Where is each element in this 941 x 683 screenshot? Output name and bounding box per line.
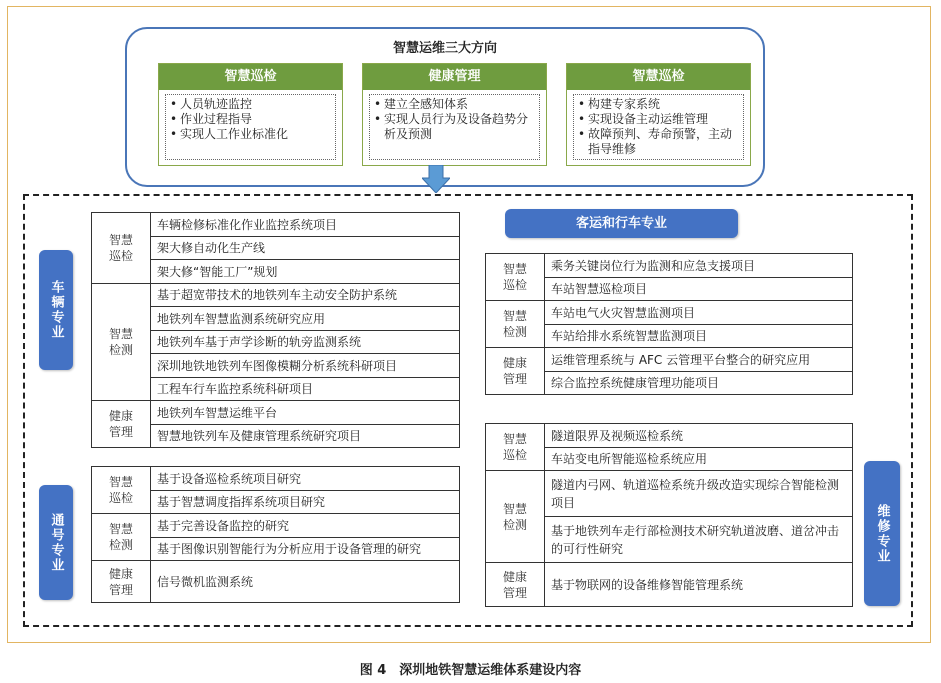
category-cell: 智慧 巡检: [92, 467, 151, 514]
item-cell: 乘务关键岗位行为监测和应急支援项目: [545, 254, 853, 278]
signal-table: [91, 466, 460, 603]
item-cell: 架大修自动化生产线: [151, 236, 460, 260]
category-cell: 智慧 巡检: [486, 424, 545, 471]
category-cell: 健康 管理: [486, 563, 545, 607]
direction-item: • 实现设备主动运维管理: [578, 112, 739, 127]
item-cell: 地铁列车基于声学诊断的轨旁监测系统: [151, 330, 460, 354]
category-cell: 智慧 巡检: [92, 213, 151, 284]
direction-title: 智慧巡检: [159, 64, 342, 90]
table-row: [486, 348, 853, 372]
item-cell: 基于图像识别智能行为分析应用于设备管理的研究: [151, 537, 460, 561]
item-cell: 基于地铁列车走行部检测技术研究轨道波磨、道岔冲击的可行性研究: [545, 517, 853, 563]
direction-list: [165, 94, 336, 160]
item-cell: 综合监控系统健康管理功能项目: [545, 371, 853, 395]
item-cell: 工程车行车监控系统科研项目: [151, 377, 460, 401]
table-row: [92, 467, 460, 491]
item-cell: 基于完善设备监控的研究: [151, 514, 460, 538]
table-row: [486, 563, 853, 607]
vehicle-label: 车辆专业: [39, 250, 73, 370]
category-cell: 健康 管理: [486, 348, 545, 395]
table-row: [486, 471, 853, 517]
item-cell: 架大修“智能工厂”规划: [151, 260, 460, 284]
table-row: [92, 283, 460, 307]
item-cell: 智慧地铁列车及健康管理系统研究项目: [151, 424, 460, 448]
item-cell: 基于物联网的设备维修智能管理系统: [545, 563, 853, 607]
direction-item: • 人员轨迹监控: [170, 97, 331, 112]
category-cell: 智慧 检测: [486, 471, 545, 563]
item-cell: 地铁列车智慧运维平台: [151, 401, 460, 425]
item-cell: 车站给排水系统智慧监测项目: [545, 324, 853, 348]
item-cell: 地铁列车智慧监测系统研究应用: [151, 307, 460, 331]
direction-title: 智慧巡检: [567, 64, 750, 90]
item-cell: 基于超宽带技术的地铁列车主动安全防护系统: [151, 283, 460, 307]
directions-title: 智慧运维三大方向: [392, 41, 497, 56]
item-cell: 隧道内弓网、轨道巡检系统升级改造实现综合智能检测项目: [545, 471, 853, 517]
signal-label: 通号专业: [39, 485, 73, 600]
table-row: [92, 401, 460, 425]
table-row: [92, 514, 460, 538]
direction-item: • 建立全感知体系: [374, 97, 535, 112]
direction-item: • 构建专家系统: [578, 97, 739, 112]
category-cell: 智慧 巡检: [486, 254, 545, 301]
item-cell: 运维管理系统与 AFC 云管理平台整合的研究应用: [545, 348, 853, 372]
item-cell: 隧道限界及视频巡检系统: [545, 424, 853, 448]
direction-item: • 故障预判、寿命预警，主动指导维修: [578, 127, 739, 157]
table-row: [92, 213, 460, 237]
direction-item: • 作业过程指导: [170, 112, 331, 127]
table-row: [486, 254, 853, 278]
item-cell: 基于设备巡检系统项目研究: [151, 467, 460, 491]
direction-box-3: [566, 63, 751, 166]
vehicle-table: [91, 212, 460, 448]
item-cell: 基于智慧调度指挥系统项目研究: [151, 490, 460, 514]
direction-item: • 实现人员行为及设备趋势分析及预测: [374, 112, 535, 142]
item-cell: 信号微机监测系统: [151, 561, 460, 603]
directions-panel: [125, 27, 765, 187]
item-cell: 深圳地铁地铁列车图像模糊分析系统科研项目: [151, 354, 460, 378]
table-row: [92, 561, 460, 603]
item-cell: 车站变电所智能巡检系统应用: [545, 447, 853, 471]
table-row: [486, 301, 853, 325]
item-cell: 车站电气火灾智慧监测项目: [545, 301, 853, 325]
category-cell: 健康 管理: [92, 561, 151, 603]
item-cell: 车辆检修标准化作业监控系统项目: [151, 213, 460, 237]
category-cell: 智慧 检测: [486, 301, 545, 348]
maintenance-label: 维修专业: [864, 461, 900, 606]
direction-title: 健康管理: [363, 64, 546, 90]
direction-item: • 实现人工作业标准化: [170, 127, 331, 142]
passenger-label: 客运和行车专业: [505, 209, 738, 238]
direction-list: [573, 94, 744, 160]
category-cell: 智慧 检测: [92, 283, 151, 401]
item-cell: 车站智慧巡检项目: [545, 277, 853, 301]
figure-caption: 图 4 深圳地铁智慧运维体系建设内容: [359, 663, 582, 678]
maintenance-table: [485, 423, 853, 607]
direction-box-2: [362, 63, 547, 166]
direction-box-1: [158, 63, 343, 166]
direction-list: [369, 94, 540, 160]
category-cell: 智慧 检测: [92, 514, 151, 561]
passenger-table: [485, 253, 853, 395]
category-cell: 健康 管理: [92, 401, 151, 448]
table-row: [486, 424, 853, 448]
down-arrow-icon: [422, 165, 450, 193]
